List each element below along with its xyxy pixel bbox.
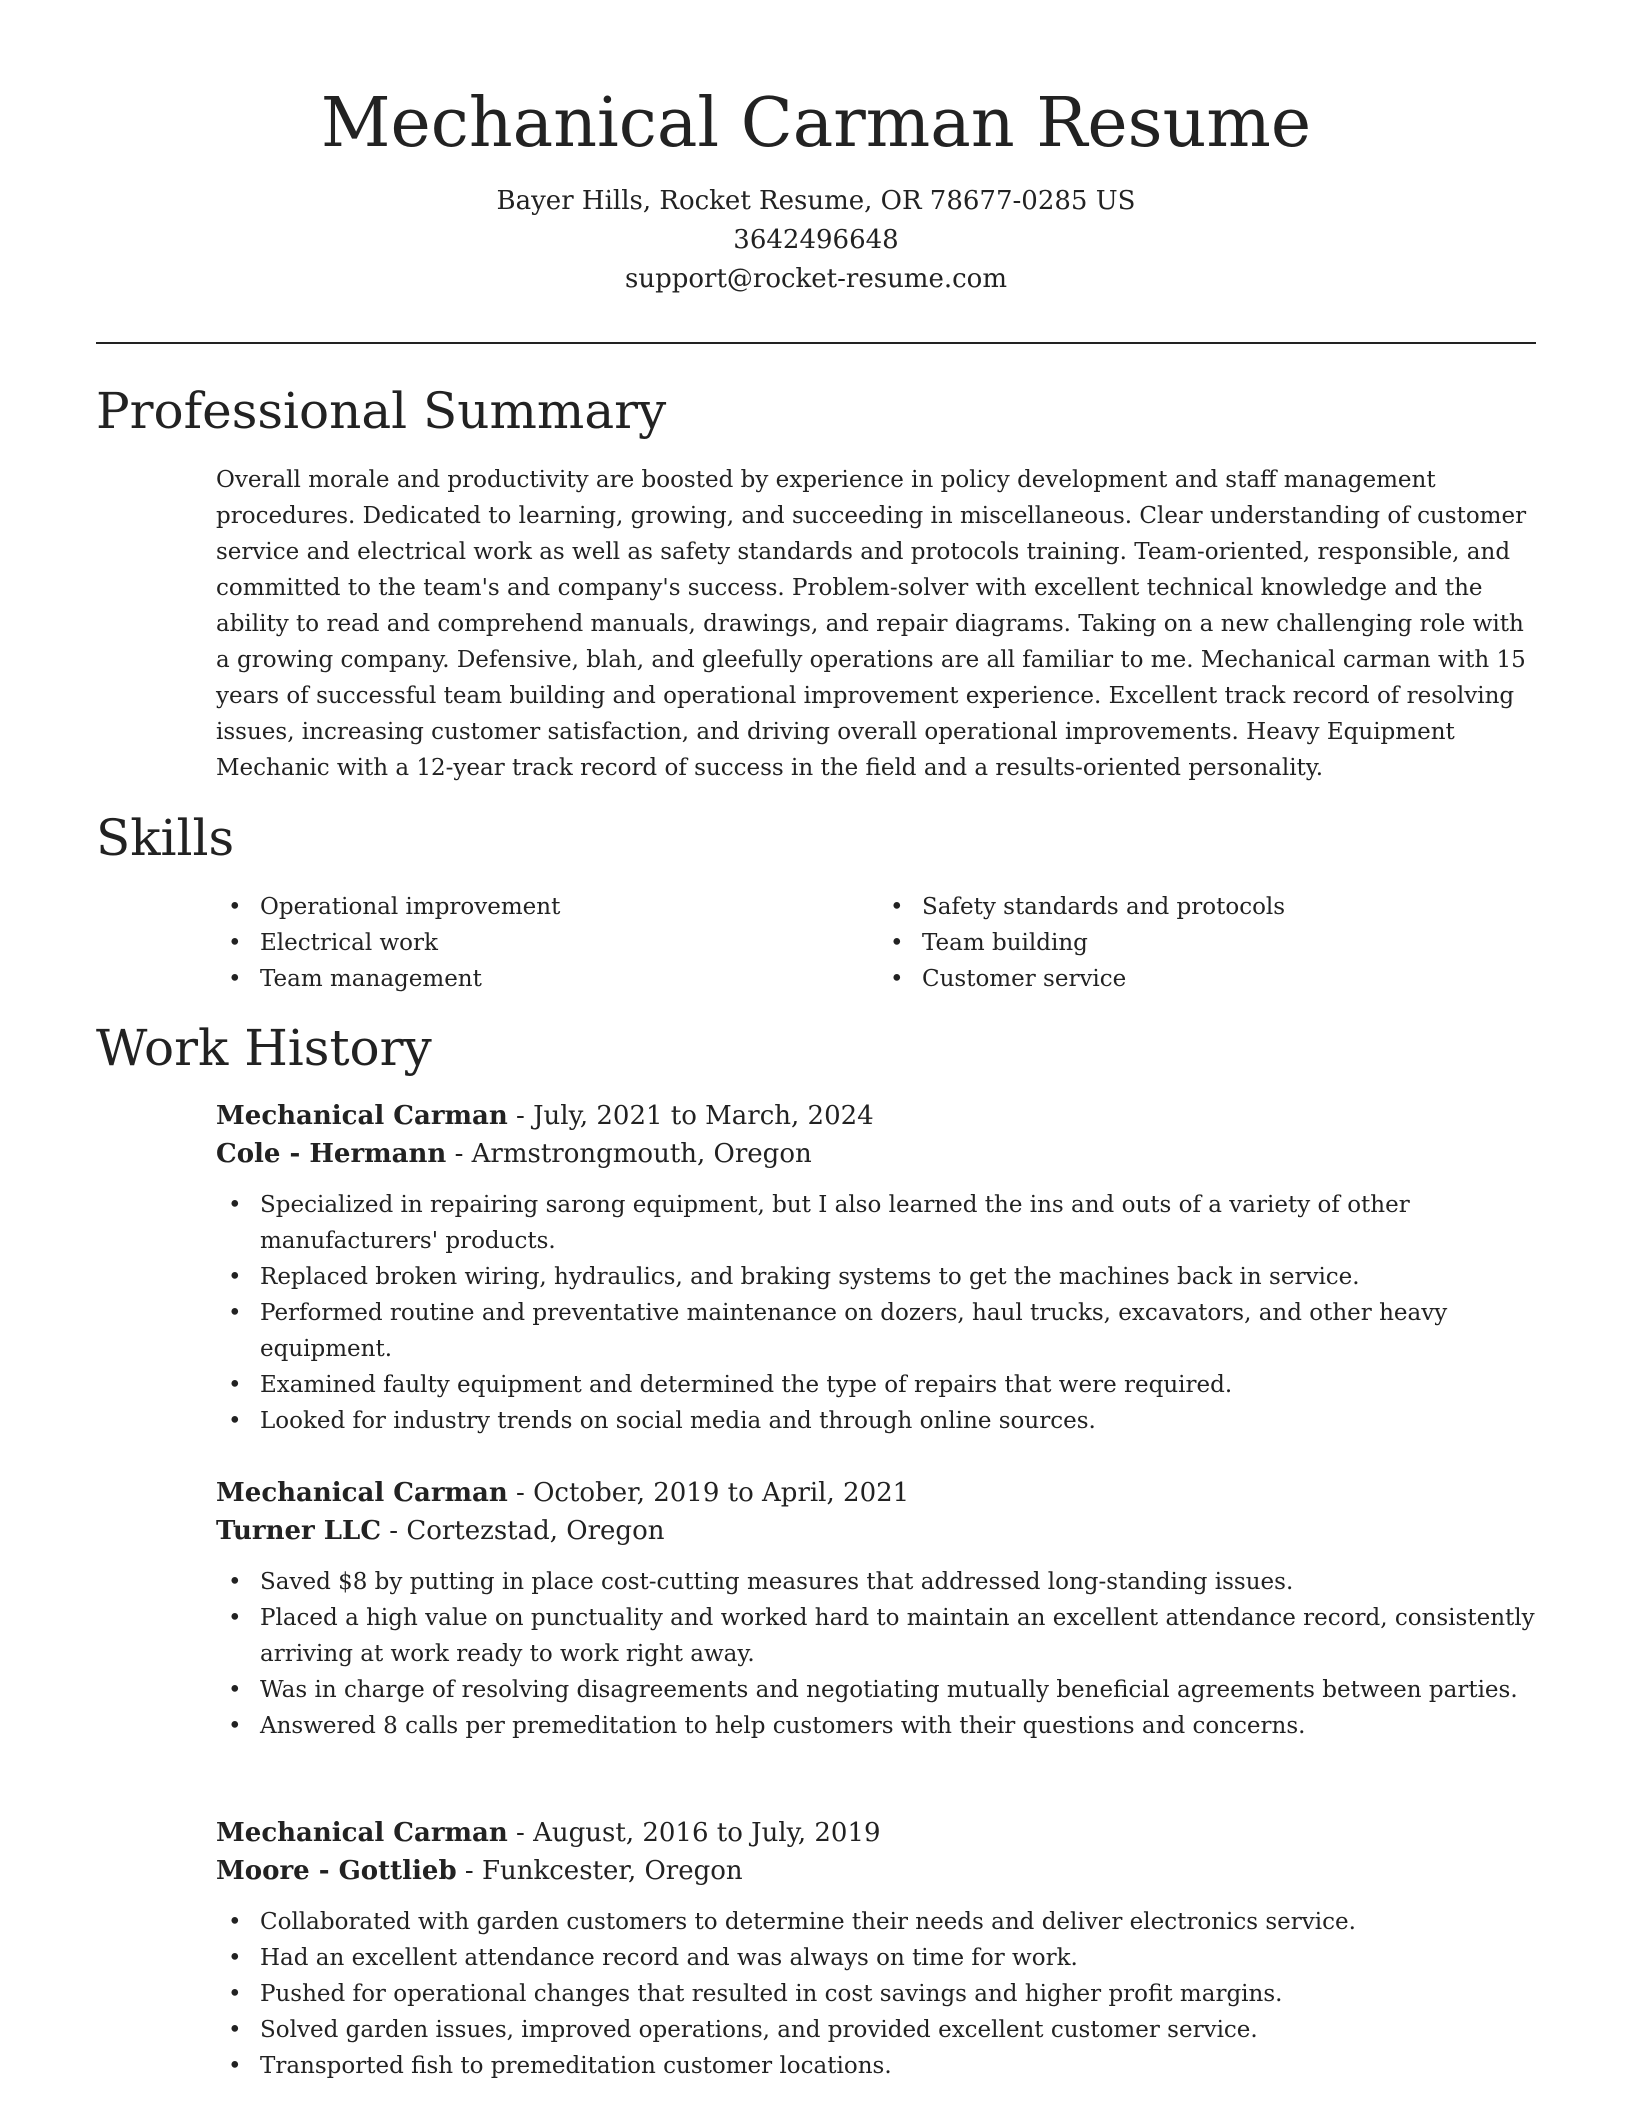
job-dates: - October, 2019 to April, 2021 bbox=[507, 1478, 910, 1508]
skills-column-left bbox=[216, 889, 878, 997]
skill-item: • Team management bbox=[216, 961, 878, 997]
resume-header bbox=[0, 0, 1632, 299]
job-location: - Funkcester, Oregon bbox=[456, 1856, 743, 1886]
list-item: • Had an excellent attendance record and was always on time for work. bbox=[216, 1940, 1540, 1976]
list-item: • Performed routine and preventative maintenance on dozers, haul trucks, excavators, and other heavy equipment. bbox=[216, 1295, 1540, 1367]
job-dates: - August, 2016 to July, 2019 bbox=[507, 1818, 881, 1848]
header-divider bbox=[96, 342, 1536, 344]
phone: 3642496648 bbox=[733, 225, 899, 255]
summary-text: Overall morale and productivity are boosted by experience in policy development and staff management procedures. Dedicated to learning, growing, and succeeding in miscellaneous. Clear understanding of customer service and electrical work as well as safety standards and protocols training. Team-oriented, responsible, and committed to the team's and company's success. Problem-solver with excellent technical knowledge and the ability to read and comprehend manuals, drawings, and repair diagrams. Taking on a new challenging role with a growing company. Defensive, blah, and gleefully operations are all familiar to me. Mechanical carman with 15 years of successful team building and operational improvement experience. Excellent track record of resolving issues, increasing customer satisfaction, and driving overall operational improvements. Heavy Equipment Mechanic with a 12-year track record of success in the field and a results-oriented personality. bbox=[216, 467, 1527, 781]
skill-item: • Safety standards and protocols bbox=[878, 889, 1540, 925]
job-company-line bbox=[216, 1512, 1540, 1550]
job-company: Turner LLC bbox=[216, 1516, 382, 1546]
job-company: Cole - Hermann bbox=[216, 1139, 447, 1169]
job-title-line bbox=[216, 1097, 1540, 1135]
contact-info bbox=[0, 182, 1632, 299]
list-item: • Specialized in repairing sarong equipment, but I also learned the ins and outs of a variety of other manufacturers' products. bbox=[216, 1187, 1540, 1259]
page-title: Mechanical Carman Resume bbox=[320, 84, 1312, 163]
list-item: • Answered 8 calls per premeditation to help customers with their questions and concerns. bbox=[216, 1708, 1540, 1744]
job-bullets bbox=[216, 1904, 1540, 2084]
list-item: • Replaced broken wiring, hydraulics, and braking systems to get the machines back in service. bbox=[216, 1259, 1540, 1295]
skills-list bbox=[216, 889, 1540, 997]
list-item: • Pushed for operational changes that resulted in cost savings and higher profit margins. bbox=[216, 1976, 1540, 2012]
email: support@rocket-resume.com bbox=[624, 264, 1007, 294]
job-bullets bbox=[216, 1187, 1540, 1439]
address: Bayer Hills, Rocket Resume, OR 78677-0285 US bbox=[496, 186, 1136, 216]
job-entry bbox=[216, 1097, 1540, 1439]
job-bullets bbox=[216, 1564, 1540, 1744]
list-item: • Collaborated with garden customers to determine their needs and deliver electronics service. bbox=[216, 1904, 1540, 1940]
skills-column-right bbox=[878, 889, 1540, 997]
list-item: • Transported fish to premeditation customer locations. bbox=[216, 2048, 1540, 2084]
list-item: • Placed a high value on punctuality and worked hard to maintain an excellent attendance record, consistently arriving at work ready to work right away. bbox=[216, 1600, 1540, 1672]
list-item: • Examined faulty equipment and determined the type of repairs that were required. bbox=[216, 1367, 1540, 1403]
job-role: Mechanical Carman bbox=[216, 1101, 508, 1131]
skill-item: • Customer service bbox=[878, 961, 1540, 997]
summary-heading: Professional Summary bbox=[96, 382, 667, 440]
list-item: • Solved garden issues, improved operations, and provided excellent customer service. bbox=[216, 2012, 1540, 2048]
job-title-line bbox=[216, 1474, 1540, 1512]
job-dates: - July, 2021 to March, 2024 bbox=[507, 1101, 874, 1131]
job-role: Mechanical Carman bbox=[216, 1818, 508, 1848]
job-entry bbox=[216, 1474, 1540, 1744]
job-company-line bbox=[216, 1852, 1540, 1890]
list-item: • Was in charge of resolving disagreements and negotiating mutually beneficial agreements between parties. bbox=[216, 1672, 1540, 1708]
job-title-line bbox=[216, 1814, 1540, 1852]
job-role: Mechanical Carman bbox=[216, 1478, 508, 1508]
skill-item: • Team building bbox=[878, 925, 1540, 961]
job-company: Moore - Gottlieb bbox=[216, 1856, 457, 1886]
job-location: - Cortezstad, Oregon bbox=[381, 1516, 665, 1546]
job-entry bbox=[216, 1814, 1540, 2084]
work-history-heading: Work History bbox=[96, 1019, 432, 1077]
list-item: • Looked for industry trends on social media and through online sources. bbox=[216, 1403, 1540, 1439]
skill-item: • Electrical work bbox=[216, 925, 878, 961]
skills-heading: Skills bbox=[96, 809, 235, 867]
job-company-line bbox=[216, 1135, 1540, 1173]
job-location: - Armstrongmouth, Oregon bbox=[446, 1139, 812, 1169]
skill-item: • Operational improvement bbox=[216, 889, 878, 925]
list-item: • Saved $8 by putting in place cost-cutting measures that addressed long-standing issues. bbox=[216, 1564, 1540, 1600]
